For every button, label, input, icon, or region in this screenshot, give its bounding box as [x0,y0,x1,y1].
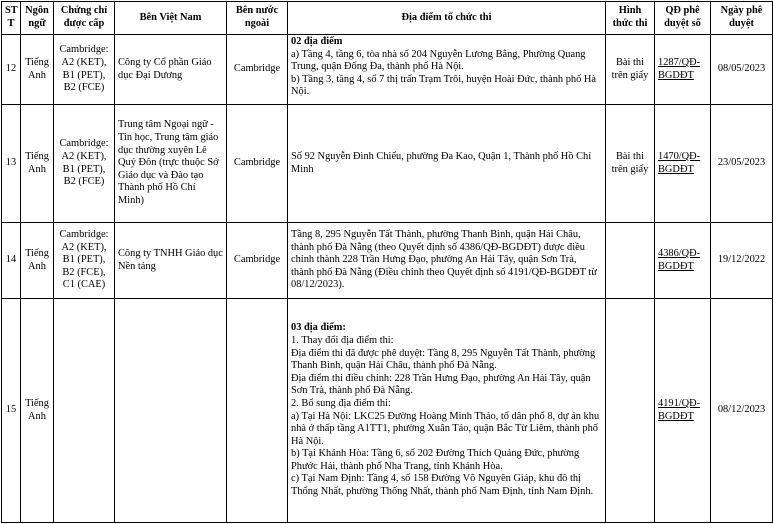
header-foreign-party: Bên nước ngoài [227,2,288,35]
cell-exam-form [606,223,655,299]
header-date: Ngày phê duyệt [711,2,773,35]
table-row [2,105,773,223]
header-vietnam-party: Bên Việt Nam [115,2,227,35]
cell-exam-form [606,299,655,523]
cell-location: 03 địa điểm: 1. Thay đổi địa điểm thi: Địa điểm thi đã được phê duyệt: Tầng 8, 295 Nguyễn Tất Thành, phường Thanh Bình, quận Hải Châu, thành phố Đà Nẵng. Địa điểm thi điều chỉnh: 228 Trần Hưng Đạo, phường An Hải Tây, quận Sơn Trà, thành phố Đà Nẵng. 2. Bổ sung địa điểm thi: a) Tại Hà Nội: LKC25 Đường Hoàng Minh Thảo, tổ dân phố 8, dự án khu nhà ở thấp tầng A1TT1, phường Xuân Tảo, quận Bắc Từ Liêm, thành phố Hà Nội. b) Tại Khánh Hòa: Tầng 6, số 202 Đường Thích Quảng Đức, phường Phước Hải, thành phố Nha Trang, tỉnh Khánh Hòa. c) Tại Nam Định: Tầng 4, số 158 Đường Võ Nguyên Giáp, khu đô thị Thống Nhất, phường Thống Nhất, thành phố Nam Định, tỉnh Nam Định. [288,299,606,523]
table-row [2,299,773,523]
cell-foreign-party: Cambridge [227,35,288,105]
header-certificate: Chứng chỉ được cấp [54,2,115,35]
header-row [2,2,773,35]
cell-certificate: Cambridge: A2 (KET), B1 (PET), B2 (FCE) [54,35,115,105]
cell-certificate [54,299,115,523]
cell-language: Tiếng Anh [21,223,54,299]
header-language: Ngôn ngữ [21,2,54,35]
cell-date: 08/05/2023 [711,35,773,105]
cell-vietnam-party: Công ty Cổ phần Giáo dục Đại Dương [115,35,227,105]
cell-language: Tiếng Anh [21,35,54,105]
cell-date: 19/12/2022 [711,223,773,299]
cell-certificate: Cambridge: A2 (KET), B1 (PET), B2 (FCE), C1 (CAE) [54,223,115,299]
exam-locations-table [1,1,773,523]
cell-foreign-party: Cambridge [227,105,288,223]
cell-vietnam-party: Công ty TNHH Giáo dục Nền tảng [115,223,227,299]
cell-foreign-party [227,299,288,523]
decision-link[interactable]: 4386/QĐ-BGDĐT [655,223,711,299]
decision-link[interactable]: 1287/QĐ-BGDĐT [655,35,711,105]
cell-location: Số 92 Nguyễn Đình Chiểu, phường Đa Kao, Quận 1, Thành phố Hồ Chí Minh [288,105,606,223]
header-location: Địa điểm tổ chức thi [288,2,606,35]
cell-certificate: Cambridge: A2 (KET), B1 (PET), B2 (FCE) [54,105,115,223]
cell-stt: 12 [2,35,21,105]
cell-stt: 14 [2,223,21,299]
header-exam-form: Hình thức thi [606,2,655,35]
cell-language: Tiếng Anh [21,105,54,223]
header-decision: QĐ phê duyệt số [655,2,711,35]
cell-language: Tiếng Anh [21,299,54,523]
cell-vietnam-party: Trung tâm Ngoại ngữ - Tin học, Trung tâm giáo dục thường xuyên Lê Quý Đôn (trực thuộc Sở Giáo dục và Đào tạo Thành phố Hồ Chí Minh) [115,105,227,223]
cell-stt: 15 [2,299,21,523]
cell-date: 08/12/2023 [711,299,773,523]
header-stt: ST T [2,2,21,35]
decision-link[interactable]: 1470/QĐ-BGDĐT [655,105,711,223]
cell-vietnam-party [115,299,227,523]
cell-exam-form: Bài thi trên giấy [606,35,655,105]
cell-location: 02 địa điểm a) Tầng 4, tầng 6, tòa nhà số 204 Nguyễn Lương Bằng, Phường Quang Trung, quận Đống Đa, thành phố Hà Nội. b) Tầng 3, tầng 4, số 7 thị trấn Trạm Trôi, huyện Hoài Đức, thành phố Hà Nội. [288,35,606,105]
table-row [2,35,773,105]
cell-exam-form: Bài thi trên giấy [606,105,655,223]
cell-foreign-party: Cambridge [227,223,288,299]
table-row [2,223,773,299]
cell-date: 23/05/2023 [711,105,773,223]
cell-stt: 13 [2,105,21,223]
decision-link[interactable]: 4191/QĐ-BGDĐT [655,299,711,523]
cell-location: Tầng 8, 295 Nguyễn Tất Thành, phường Thanh Bình, quận Hải Châu, thành phố Đà Nẵng (theo Quyết định số 4386/QĐ-BGDĐT) được điều chỉnh thành 228 Trần Hưng Đạo, phường An Hải Tây, quận Sơn Trà, thành phố Đà Nẵng (Điều chỉnh theo Quyết định số 4191/QĐ-BGDĐT từ 08/12/2023). [288,223,606,299]
